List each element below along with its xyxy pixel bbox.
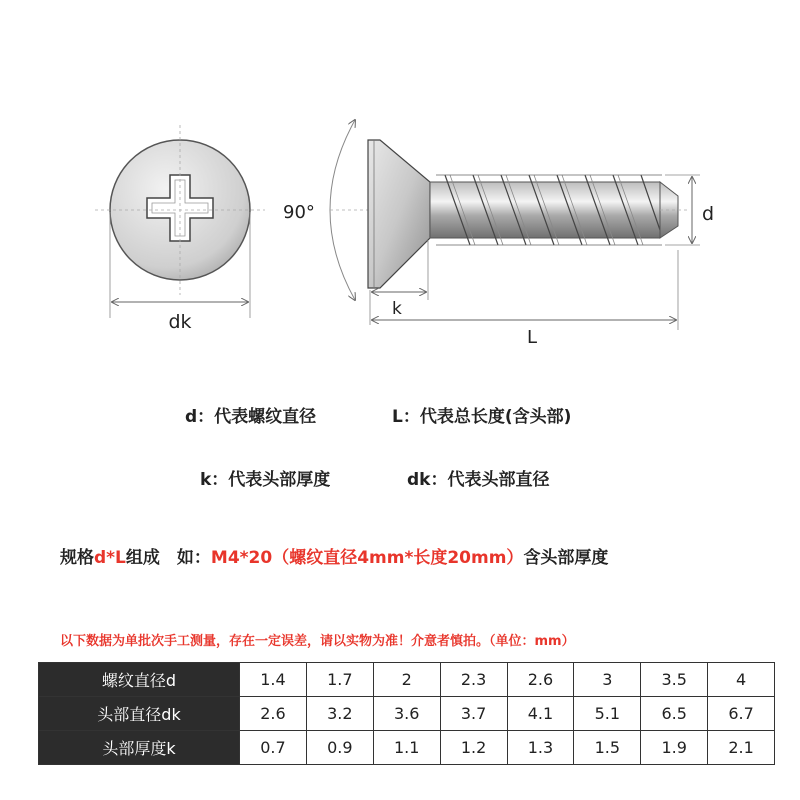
table-cell: 1.3	[507, 731, 574, 765]
table-row	[39, 731, 775, 765]
table-cell: 3	[574, 663, 641, 697]
d-dimension-label: d	[702, 203, 715, 225]
row-header: 头部厚度k	[39, 731, 240, 765]
legend-L: L：代表总长度(含头部)	[392, 407, 572, 427]
row-header: 螺纹直径d	[39, 663, 240, 697]
legend-dk: dk：代表头部直径	[407, 470, 550, 490]
k-dimension-label: k	[392, 299, 402, 319]
screw-side-view	[330, 120, 700, 330]
L-dimension-label: L	[527, 327, 538, 348]
table-cell: 3.5	[641, 663, 708, 697]
screw-head-top-view	[95, 125, 265, 318]
table-cell: 5.1	[574, 697, 641, 731]
spec-prefix: 规格	[60, 548, 94, 568]
screw-diagram	[0, 0, 800, 360]
table-cell: 0.7	[240, 731, 307, 765]
table-cell: 1.4	[240, 663, 307, 697]
legend-d: d：代表螺纹直径	[185, 407, 317, 427]
table-cell: 1.7	[306, 663, 373, 697]
table-cell: 4	[708, 663, 775, 697]
table-cell: 4.1	[507, 697, 574, 731]
table-cell: 3.2	[306, 697, 373, 731]
spec-example: M4*20（螺纹直径4mm*长度20mm）	[210, 548, 524, 568]
table-cell: 2	[373, 663, 440, 697]
angle-label: 90°	[283, 202, 315, 223]
spec-formula: d*L	[94, 548, 126, 568]
table-cell: 2.1	[708, 731, 775, 765]
table-row	[39, 663, 775, 697]
spec-line	[60, 543, 608, 568]
table-cell: 1.5	[574, 731, 641, 765]
legend-k: k：代表头部厚度	[200, 470, 331, 490]
table-cell: 6.7	[708, 697, 775, 731]
table-cell: 1.2	[440, 731, 507, 765]
spec-suffix: 含头部厚度	[523, 548, 609, 568]
table-cell: 3.6	[373, 697, 440, 731]
table-cell: 0.9	[306, 731, 373, 765]
table-cell: 6.5	[641, 697, 708, 731]
table-cell: 3.7	[440, 697, 507, 731]
row-header: 头部直径dk	[39, 697, 240, 731]
table-cell: 1.1	[373, 731, 440, 765]
measurement-note: 以下数据为单批次手工测量，存在一定误差，请以实物为准！介意者慎拍。（单位：mm）	[60, 634, 575, 649]
dk-dimension-label: dk	[168, 311, 192, 333]
table-cell: 2.3	[440, 663, 507, 697]
table-cell: 1.9	[641, 731, 708, 765]
table-row	[39, 697, 775, 731]
table-cell: 2.6	[507, 663, 574, 697]
spec-middle: 组成 如：	[125, 548, 211, 568]
spec-table	[38, 662, 775, 765]
table-cell: 2.6	[240, 697, 307, 731]
